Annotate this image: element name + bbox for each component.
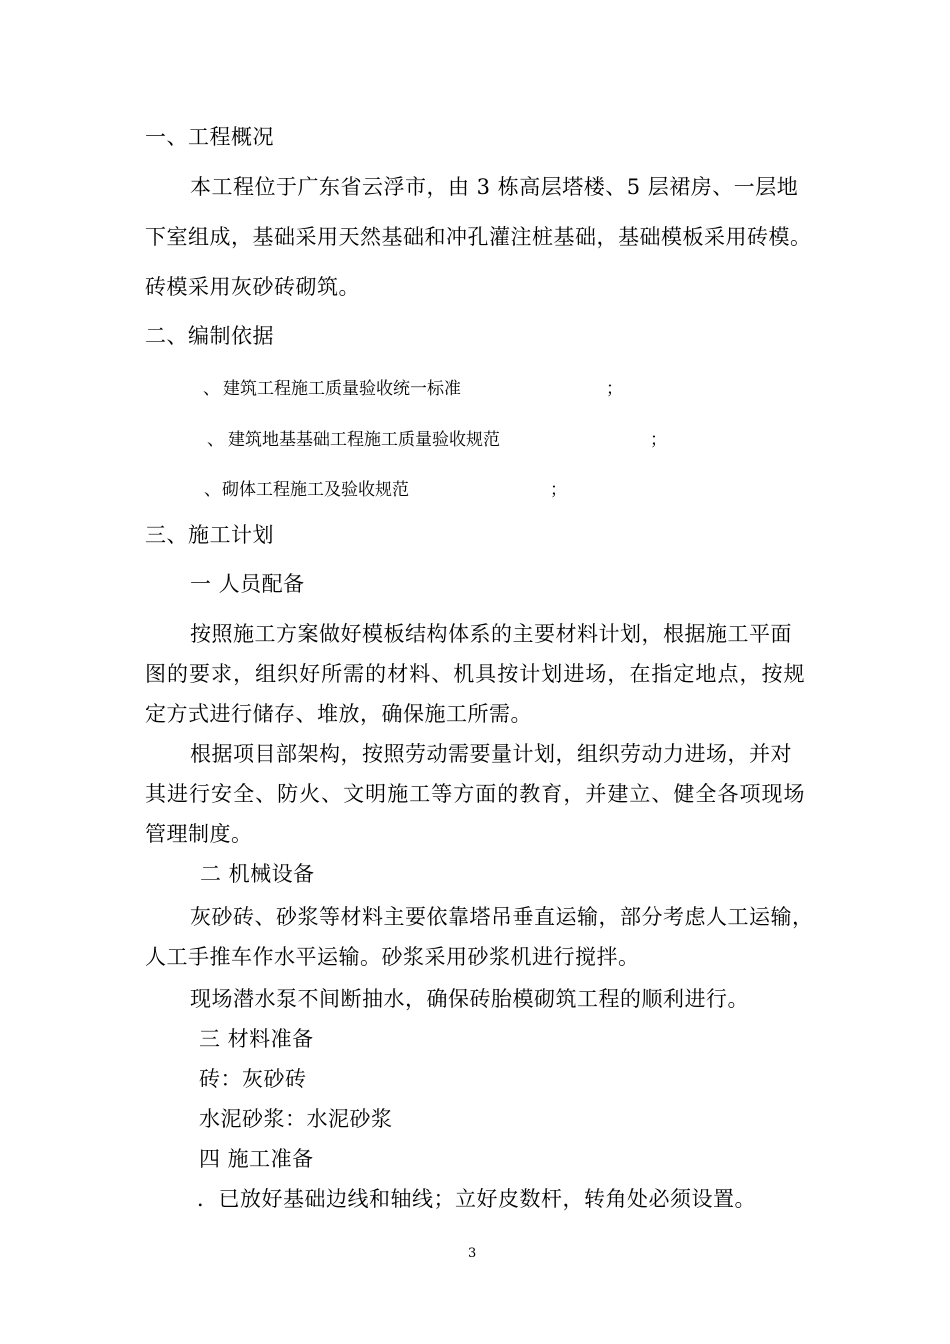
list-item-end: ； — [606, 379, 623, 399]
subsection-heading: 二 机械设备 — [200, 862, 315, 886]
paragraph-line: 按照施工方案做好模板结构体系的主要材料计划，根据施工平面 — [190, 622, 792, 646]
list-item-text: 建筑地基基础工程施工质量验收规范 — [228, 430, 500, 450]
list-item-prefix: 、 — [203, 379, 220, 399]
paragraph-line: 根据项目部架构，按照劳动需要量计划，组织劳动力进场，并对 — [190, 742, 792, 766]
paragraph-line: 定方式进行储存、堆放，确保施工所需。 — [145, 702, 532, 726]
paragraph-line: ．已放好基础边线和轴线；立好皮数杆，转角处必须设置。 — [197, 1187, 756, 1211]
paragraph-line: 其进行安全、防火、文明施工等方面的教育，并建立、健全各项现场 — [145, 782, 805, 806]
paragraph-line: 管理制度。 — [145, 822, 253, 846]
material-line: 砖：灰砂砖 — [199, 1067, 307, 1091]
paragraph-line: 砖模采用灰砂砖砌筑。 — [145, 275, 360, 299]
subsection-heading: 三 材料准备 — [199, 1027, 314, 1051]
list-item-text: 建筑工程施工质量验收统一标准 — [223, 379, 461, 399]
paragraph-line: 下室组成，基础采用天然基础和冲孔灌注桩基础，基础模板采用砖模。 — [145, 225, 812, 249]
section-heading: 二、编制依据 — [145, 324, 274, 348]
page-number: 3 — [468, 1246, 477, 1261]
list-item-end: ； — [550, 480, 567, 500]
list-item-prefix: 、 — [204, 480, 221, 500]
list-item-text: 砌体工程施工及验收规范 — [222, 480, 409, 500]
subsection-heading: 一 人员配备 — [190, 572, 305, 596]
paragraph-line: 人工手推车作水平运输。砂浆采用砂浆机进行搅拌。 — [145, 945, 640, 969]
paragraph-line: 本工程位于广东省云浮市，由 3 栋高层塔楼、5 层裙房、一层地 — [190, 175, 799, 199]
material-line: 水泥砂浆：水泥砂浆 — [199, 1107, 393, 1131]
paragraph-line: 图的要求，组织好所需的材料、机具按计划进场，在指定地点，按规 — [145, 662, 805, 686]
list-item-prefix: 、 — [207, 430, 224, 450]
section-heading: 三、施工计划 — [145, 523, 274, 547]
subsection-heading: 四 施工准备 — [199, 1147, 314, 1171]
paragraph-line: 灰砂砖、砂浆等材料主要依靠塔吊垂直运输，部分考虑人工运输， — [190, 905, 814, 929]
section-heading: 一、工程概况 — [145, 125, 274, 149]
paragraph-line: 现场潜水泵不间断抽水，确保砖胎模砌筑工程的顺利进行。 — [190, 987, 749, 1011]
list-item-end: ； — [650, 430, 667, 450]
